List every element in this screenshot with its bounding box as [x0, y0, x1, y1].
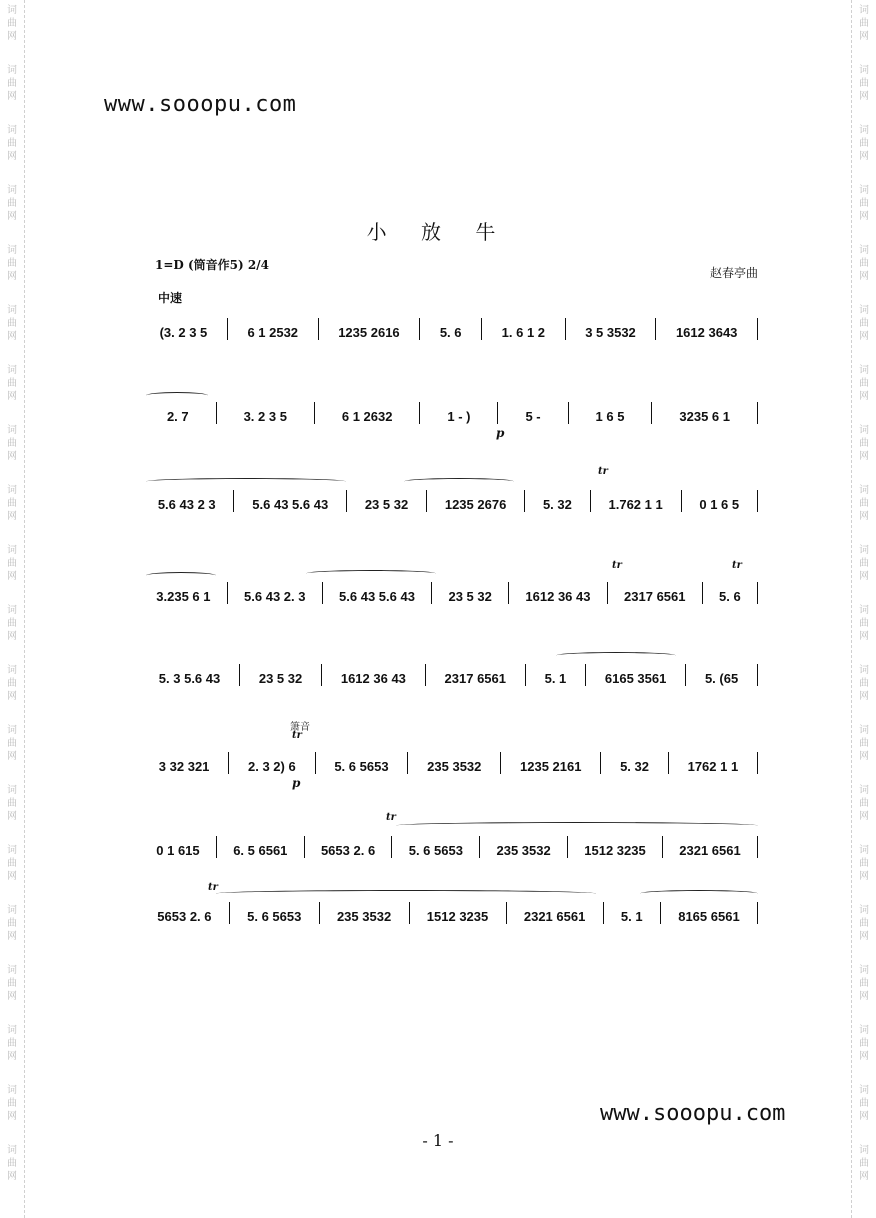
watermark-stamp: 词 曲 网	[7, 1025, 17, 1062]
watermark-stamp: 词 曲 网	[7, 245, 17, 282]
barline	[681, 490, 682, 512]
dynamic-marking: p	[292, 776, 301, 790]
measure: 1.762 1 1	[608, 497, 663, 512]
measure: 5.6 43 5.6 43	[339, 589, 415, 604]
measure: 2317 6561	[624, 589, 686, 604]
barline	[481, 318, 482, 340]
measure-line	[146, 400, 758, 424]
measure: 5. 6	[719, 589, 741, 604]
measure: 1235 2676	[444, 497, 507, 512]
barline	[506, 902, 507, 924]
tempo-marking: 中速	[158, 291, 183, 305]
watermark-stamp: 词 曲 网	[859, 1145, 869, 1182]
measure-line	[146, 662, 758, 686]
watermark-stamp: 词 曲 网	[7, 425, 17, 462]
barline	[407, 752, 408, 774]
barline	[321, 664, 322, 686]
watermark-stamp: 词 曲 网	[859, 5, 869, 42]
barline	[668, 752, 669, 774]
measure: 23 5 32	[364, 497, 409, 512]
site-url-bottom: www.sooopu.com	[600, 1101, 786, 1126]
measure: 2321 6561	[523, 909, 586, 924]
barline	[508, 582, 509, 604]
measure: 5653 2. 6	[320, 843, 376, 858]
measure: 3. 2 3 5	[243, 409, 287, 424]
barline	[233, 490, 234, 512]
measure: 5. 6	[439, 325, 462, 340]
score-system	[146, 466, 758, 512]
measure: 1512 3235	[584, 843, 646, 858]
dynamic-marking: p	[496, 426, 505, 440]
trill-mark: tr	[732, 560, 742, 571]
measure: 5.6 43 5.6 43	[252, 497, 329, 512]
watermark-stamp: 词 曲 网	[7, 485, 17, 522]
site-url-top: www.sooopu.com	[104, 92, 297, 117]
watermark-stamp: 词 曲 网	[7, 785, 17, 822]
barline	[757, 318, 758, 340]
watermark-stamp: 词 曲 网	[859, 725, 869, 762]
watermark-stamp: 词 曲 网	[7, 65, 17, 102]
measure: 3.235 6 1	[156, 589, 211, 604]
barline	[346, 490, 347, 512]
watermark-stamp: 词 曲 网	[859, 965, 869, 1002]
measure: 1612 36 43	[525, 589, 591, 604]
barline	[319, 902, 320, 924]
measure: 3 32 321	[158, 759, 210, 774]
barline	[600, 752, 601, 774]
watermark-stamp: 词 曲 网	[859, 485, 869, 522]
measure: 5. 6 5653	[334, 759, 389, 774]
measure: 1235 2161	[520, 759, 582, 774]
key-signature: 1=D (筒音作5) 2/4	[155, 258, 269, 272]
barline	[431, 582, 432, 604]
barline	[318, 318, 319, 340]
score-system	[146, 652, 758, 686]
watermark-stamp: 词 曲 网	[7, 965, 17, 1002]
watermark-stamp: 词 曲 网	[859, 245, 869, 282]
watermark-stamp: 词 曲 网	[7, 1145, 17, 1182]
barline	[757, 752, 758, 774]
barline	[607, 582, 608, 604]
measure: 235 3532	[336, 909, 392, 924]
barline	[229, 902, 230, 924]
barline	[685, 664, 686, 686]
barline	[228, 752, 229, 774]
measure: 1762 1 1	[687, 759, 739, 774]
barline	[304, 836, 305, 858]
measure: 23 5 32	[258, 671, 303, 686]
watermark-stamp: 词 曲 网	[859, 545, 869, 582]
measure: 5. 1	[620, 909, 643, 924]
watermark-stamp: 词 曲 网	[7, 1085, 17, 1122]
barline	[525, 664, 526, 686]
measure: 235 3532	[496, 843, 551, 858]
trill-mark: tr	[208, 882, 218, 893]
trill-mark: tr	[612, 560, 622, 571]
measure: 2317 6561	[444, 671, 506, 686]
barline	[315, 752, 316, 774]
page-number: - 1 -	[422, 1131, 454, 1150]
measure: 5.6 43 2. 3	[244, 589, 306, 604]
measure: 3235 6 1	[679, 409, 730, 424]
measure: 5. 6 5653	[247, 909, 302, 924]
watermark-stamp: 词 曲 网	[7, 5, 17, 42]
watermark-stamp: 词 曲 网	[859, 65, 869, 102]
barline	[227, 582, 228, 604]
barline	[216, 402, 217, 424]
measure: 0 1 615	[156, 843, 200, 858]
measure: 1512 3235	[426, 909, 489, 924]
barline	[391, 836, 392, 858]
watermark-stamp: 词 曲 网	[7, 605, 17, 642]
score-system	[146, 882, 758, 924]
trill-mark: tr	[598, 466, 608, 477]
slur	[556, 652, 676, 659]
barline	[322, 582, 323, 604]
barline	[590, 490, 591, 512]
barline	[702, 582, 703, 604]
barline	[500, 752, 501, 774]
measure: 5. 3 5.6 43	[158, 671, 221, 686]
watermark-stamp: 词 曲 网	[859, 785, 869, 822]
watermark-column-left	[0, 0, 25, 1218]
barline	[660, 902, 661, 924]
measure: 8165 6561	[678, 909, 740, 924]
score-system	[146, 390, 758, 440]
watermark-stamp: 词 曲 网	[7, 665, 17, 702]
barline	[227, 318, 228, 340]
score-title: 小 放 牛	[366, 220, 510, 244]
score-system	[146, 812, 758, 858]
measure: 5 -	[525, 409, 541, 424]
score-system	[146, 306, 758, 340]
watermark-column-right	[851, 0, 876, 1218]
measure: 5653 2. 6	[157, 909, 212, 924]
barline	[757, 582, 758, 604]
measure-line	[146, 316, 758, 340]
barline	[239, 664, 240, 686]
watermark-stamp: 词 曲 网	[859, 1025, 869, 1062]
measure: 6 1 2632	[341, 409, 393, 424]
barline	[757, 902, 758, 924]
barline	[524, 490, 525, 512]
watermark-stamp: 词 曲 网	[859, 125, 869, 162]
watermark-stamp: 词 曲 网	[859, 305, 869, 342]
measure: 1 - )	[447, 409, 471, 424]
measure: 5. (65	[704, 671, 739, 686]
measure-line	[146, 900, 758, 924]
barline	[655, 318, 656, 340]
barline	[757, 664, 758, 686]
measure: 1. 6 1 2	[501, 325, 546, 340]
slur	[404, 478, 514, 485]
measure: 3 5 3532	[585, 325, 636, 340]
trill-mark: tr	[386, 812, 396, 823]
measure: (3. 2 3 5	[159, 325, 208, 340]
watermark-stamp: 词 曲 网	[859, 425, 869, 462]
watermark-stamp: 词 曲 网	[859, 185, 869, 222]
barline	[314, 402, 315, 424]
measure: 5.6 43 2 3	[157, 497, 216, 512]
measure: 2. 3 2) 6	[248, 759, 296, 774]
barline	[216, 836, 217, 858]
barline	[497, 402, 498, 424]
watermark-stamp: 词 曲 网	[7, 125, 17, 162]
watermark-stamp: 词 曲 网	[7, 545, 17, 582]
barline	[565, 318, 566, 340]
instrument-note: 箫音	[290, 722, 310, 733]
measure-line	[146, 834, 758, 858]
barline	[757, 490, 758, 512]
barline	[603, 902, 604, 924]
barline	[425, 664, 426, 686]
barline	[567, 836, 568, 858]
measure: 23 5 32	[448, 589, 492, 604]
barline	[479, 836, 480, 858]
measure: 235 3532	[427, 759, 482, 774]
watermark-stamp: 词 曲 网	[7, 185, 17, 222]
watermark-stamp: 词 曲 网	[7, 365, 17, 402]
watermark-stamp: 词 曲 网	[7, 725, 17, 762]
measure: 6. 5 6561	[233, 843, 288, 858]
trill-mark: tr	[292, 730, 302, 741]
watermark-stamp: 词 曲 网	[859, 845, 869, 882]
watermark-stamp: 词 曲 网	[859, 605, 869, 642]
measure: 2. 7	[166, 409, 189, 424]
watermark-stamp: 词 曲 网	[7, 305, 17, 342]
slur	[306, 570, 436, 577]
barline	[585, 664, 586, 686]
score-system	[146, 722, 758, 790]
score-system	[146, 560, 758, 604]
measure: 1235 2616	[338, 325, 400, 340]
barline	[409, 902, 410, 924]
watermark-stamp: 词 曲 网	[859, 905, 869, 942]
measure: 5. 32	[620, 759, 649, 774]
measure: 5. 6 5653	[408, 843, 463, 858]
watermark-stamp: 词 曲 网	[7, 845, 17, 882]
measure: 1 6 5	[595, 409, 625, 424]
measure-line	[146, 750, 758, 774]
barline	[419, 318, 420, 340]
barline	[419, 402, 420, 424]
measure: 6165 3561	[604, 671, 667, 686]
slur	[216, 890, 596, 897]
measure: 2321 6561	[679, 843, 741, 858]
barline	[757, 836, 758, 858]
measure: 5. 32	[542, 497, 572, 512]
slur	[640, 890, 758, 897]
measure-line	[146, 580, 758, 604]
barline	[426, 490, 427, 512]
barline	[568, 402, 569, 424]
measure-line	[146, 488, 758, 512]
watermark-stamp: 词 曲 网	[859, 665, 869, 702]
barline	[757, 402, 758, 424]
barline	[651, 402, 652, 424]
watermark-stamp: 词 曲 网	[859, 365, 869, 402]
composer: 赵春亭曲	[709, 266, 758, 280]
slur	[146, 572, 216, 579]
watermark-stamp: 词 曲 网	[7, 905, 17, 942]
slur	[146, 392, 208, 399]
slur	[146, 478, 346, 485]
barline	[662, 836, 663, 858]
measure: 0 1 6 5	[699, 497, 740, 512]
measure: 6 1 2532	[247, 325, 299, 340]
measure: 1612 36 43	[340, 671, 406, 686]
slur	[396, 822, 758, 829]
measure: 5. 1	[544, 671, 567, 686]
measure: 1612 3643	[675, 325, 738, 340]
watermark-stamp: 词 曲 网	[859, 1085, 869, 1122]
